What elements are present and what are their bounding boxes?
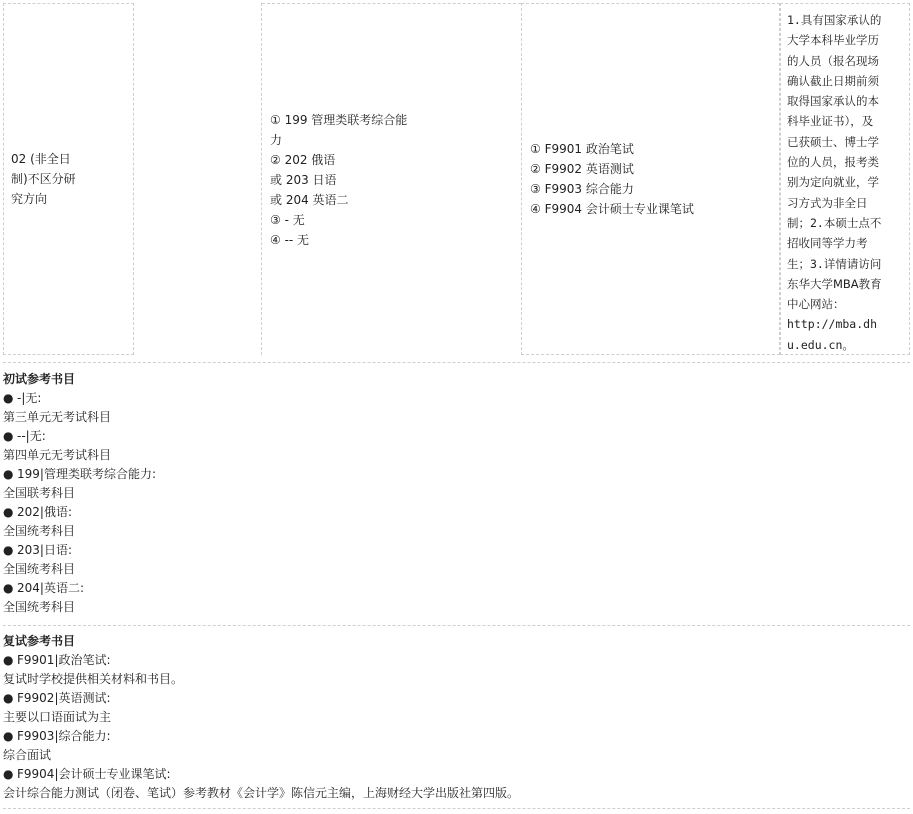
retest-subject-line: ② F9902 英语测试: [530, 162, 634, 176]
retest-subject-line: ① F9901 政治笔试: [530, 142, 634, 156]
note-line: 取得国家承认的本: [787, 94, 879, 109]
divider: [3, 625, 910, 626]
reference-item: [3, 465, 910, 484]
reference-label: --|无:: [17, 429, 46, 443]
bullet-icon: ●: [3, 691, 14, 705]
section-title: 初试参考书目: [3, 372, 76, 386]
direction-line: 02 (非全日: [11, 152, 71, 166]
reference-item: [3, 541, 910, 560]
note-line: 已获硕士、博士学: [787, 134, 879, 149]
reference-desc: 主要以口语面试为主: [3, 710, 112, 724]
reference-desc: 会计综合能力测试（闭卷、笔试）参考教材《会计学》陈信元主编，上海财经大学出版社第四版。: [3, 786, 520, 800]
retest-references-section: [3, 632, 910, 803]
retest-subject-line: ③ F9903 综合能力: [530, 182, 634, 196]
bullet-icon: ●: [3, 505, 14, 519]
reference-desc: 第三单元无考试科目: [3, 410, 112, 424]
program-row: [3, 3, 910, 357]
reference-item: [3, 727, 910, 746]
note-line: http://mba.dh: [787, 317, 878, 332]
bullet-icon: ●: [3, 653, 14, 667]
note-line: 东华大学MBA教育: [787, 276, 882, 291]
retest-subjects-cell: [521, 3, 780, 355]
note-line: 招收同等学力考: [787, 236, 868, 251]
reference-item: [3, 651, 910, 670]
note-line: 1.具有国家承认的: [787, 13, 882, 27]
divider: [3, 808, 910, 809]
initial-references-section: [3, 370, 910, 617]
reference-label: 203|日语:: [17, 543, 72, 557]
section-title: 复试参考书目: [3, 634, 76, 648]
reference-label: F9904|会计硕士专业课笔试:: [17, 767, 171, 781]
reference-desc: 全国统考科目: [3, 600, 76, 614]
research-direction-cell: [3, 3, 134, 355]
reference-label: 199|管理类联考综合能力:: [17, 467, 156, 481]
direction-line: 究方向: [11, 192, 48, 206]
bullet-icon: ●: [3, 391, 14, 405]
exam-subject-line: 或 204 英语二: [270, 192, 349, 207]
reference-desc: 全国统考科目: [3, 524, 76, 538]
exam-subject-line: ① 199 管理类联考综合能: [270, 112, 408, 127]
note-line: 中心网站：: [787, 297, 845, 312]
reference-label: 202|俄语:: [17, 505, 72, 519]
bullet-icon: ●: [3, 767, 14, 781]
note-line: 生；3.详情请访问: [787, 256, 882, 271]
note-line: 习方式为非全日: [787, 195, 868, 210]
reference-desc: 综合面试: [3, 748, 52, 762]
bullet-icon: ●: [3, 729, 14, 743]
note-line: 科毕业证书），及: [787, 114, 874, 129]
reference-label: F9903|综合能力:: [17, 729, 111, 743]
empty-cell: [134, 3, 262, 355]
reference-item: [3, 389, 910, 408]
direction-line: 制)不区分研: [11, 172, 76, 186]
exam-subject-line: 或 203 日语: [270, 172, 337, 187]
divider: [3, 362, 910, 363]
reference-desc: 全国联考科目: [3, 486, 76, 500]
reference-desc: 复试时学校提供相关材料和书目。: [3, 672, 184, 686]
reference-desc: 全国统考科目: [3, 562, 76, 576]
reference-label: -|无:: [17, 391, 42, 405]
notes-cell: [780, 3, 910, 355]
note-line: 位的人员，报考类: [787, 155, 879, 170]
exam-subject-line: ② 202 俄语: [270, 152, 336, 167]
reference-label: F9901|政治笔试:: [17, 653, 111, 667]
reference-item: [3, 765, 910, 784]
exam-subjects-cell: [262, 3, 521, 355]
bullet-icon: ●: [3, 543, 14, 557]
reference-item: [3, 579, 910, 598]
reference-desc: 第四单元无考试科目: [3, 448, 112, 462]
exam-subject-line: 力: [270, 132, 283, 147]
bullet-icon: ●: [3, 429, 14, 443]
bullet-icon: ●: [3, 581, 14, 595]
exam-subject-line: ③ - 无: [270, 212, 305, 227]
note-line: u.edu.cn。: [787, 337, 854, 352]
note-line: 别为定向就业，学: [787, 175, 879, 190]
reference-item: [3, 503, 910, 522]
note-line: 大学本科毕业学历: [787, 33, 879, 48]
exam-subject-line: ④ -- 无: [270, 232, 310, 247]
note-line: 确认截止日期前须: [787, 73, 879, 88]
reference-item: [3, 689, 910, 708]
note-line: 的人员（报名现场: [787, 53, 879, 68]
note-line: 制；2.本硕士点不: [787, 215, 882, 230]
reference-item: [3, 427, 910, 446]
reference-label: 204|英语二:: [17, 581, 84, 595]
bullet-icon: ●: [3, 467, 14, 481]
reference-label: F9902|英语测试:: [17, 691, 111, 705]
retest-subject-line: ④ F9904 会计硕士专业课笔试: [530, 202, 694, 216]
